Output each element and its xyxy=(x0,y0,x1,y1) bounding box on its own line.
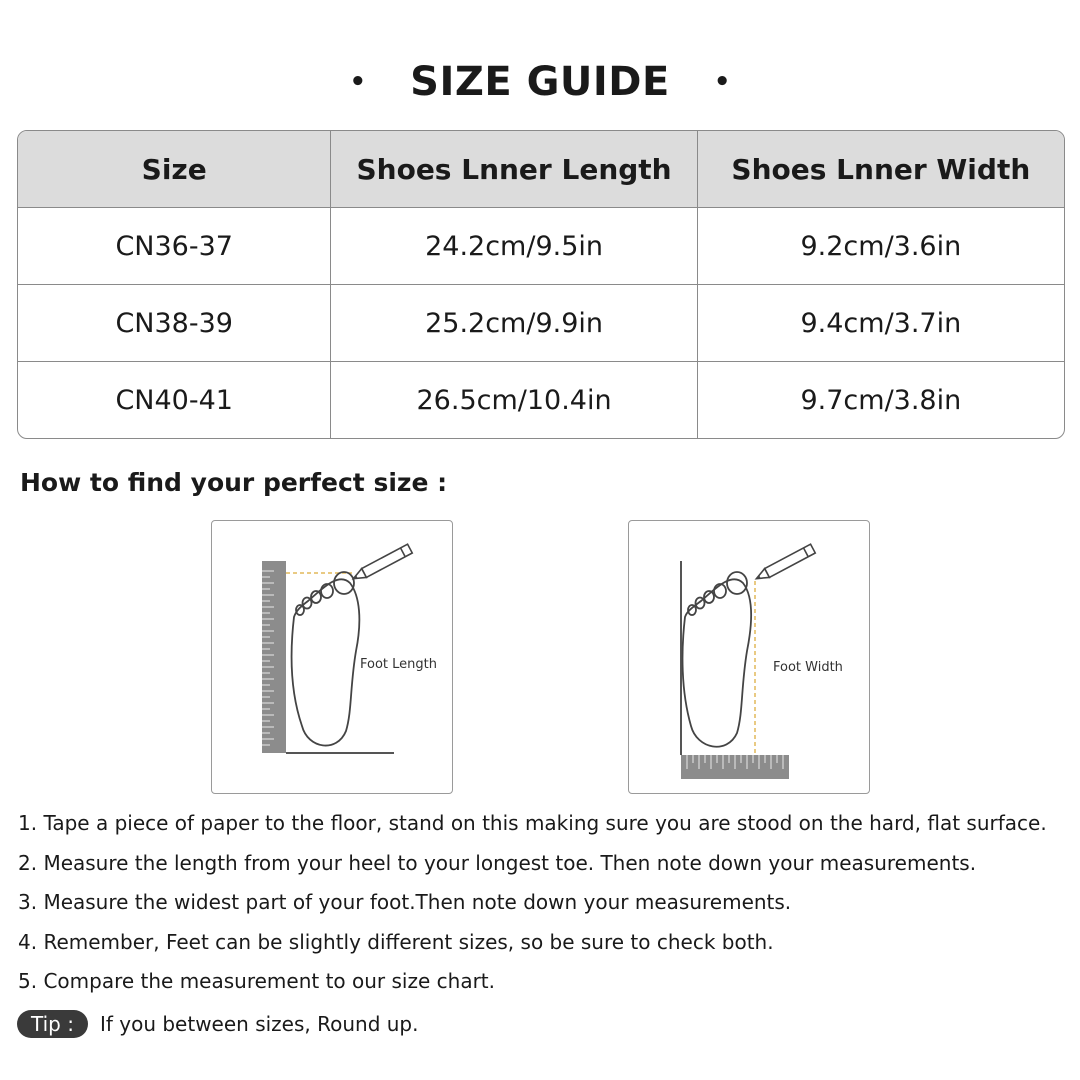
tip-badge: Tip : xyxy=(17,1010,88,1038)
title-row xyxy=(0,52,1080,112)
size-table xyxy=(17,130,1065,439)
header-size: Size xyxy=(141,152,207,186)
foot-width-drawing xyxy=(629,521,869,793)
tip-text: If you between sizes, Round up. xyxy=(99,1012,419,1036)
step-item: 5. Compare the measurement to our size chart. xyxy=(18,969,496,993)
cell-size: CN40-41 xyxy=(115,384,233,416)
cell-width: 9.4cm/3.7in xyxy=(697,285,1064,361)
foot-icon xyxy=(292,572,360,746)
foot-width-illustration xyxy=(628,520,870,794)
header-width: Shoes Lnner Width xyxy=(697,131,1064,207)
title-dot-right: • xyxy=(713,67,731,97)
tip-row xyxy=(17,1008,418,1040)
cell-width: 9.7cm/3.8in xyxy=(697,362,1064,438)
step-item: 4. Remember, Feet can be slightly different sizes, so be sure to check both. xyxy=(18,929,774,954)
step-item: 2. Measure the length from your heel to your longest toe. Then note down your measurements. xyxy=(18,850,977,875)
cell-length: 25.2cm/9.9in xyxy=(330,285,696,361)
foot-width-caption: Foot Width xyxy=(773,660,843,675)
table-row xyxy=(18,361,1064,438)
step-item: 1. Tape a piece of paper to the floor, stand on this making sure you are stood on the hard, flat surface. xyxy=(18,811,1047,835)
foot-length-illustration xyxy=(211,520,453,794)
cell-size: CN38-39 xyxy=(115,307,233,339)
foot-length-caption: Foot Length xyxy=(360,657,437,672)
cell-width: 9.2cm/3.6in xyxy=(697,208,1064,284)
header-length: Shoes Lnner Length xyxy=(330,131,696,207)
cell-length: 24.2cm/9.5in xyxy=(330,208,696,284)
pencil-icon xyxy=(351,544,412,583)
cell-length: 26.5cm/10.4in xyxy=(330,362,696,438)
ruler-icon xyxy=(262,561,286,753)
step-item: 3. Measure the widest part of your foot.Then note down your measurements. xyxy=(18,890,792,914)
table-row xyxy=(18,284,1064,361)
instruction-steps xyxy=(18,805,1068,1003)
foot-icon xyxy=(683,572,752,747)
how-to-heading: How to find your perfect size : xyxy=(20,468,448,497)
pencil-icon xyxy=(754,544,815,583)
cell-size: CN36-37 xyxy=(115,230,233,262)
page-title: SIZE GUIDE xyxy=(410,59,670,105)
table-header-row xyxy=(18,131,1064,207)
table-row xyxy=(18,207,1064,284)
title-dot-left: • xyxy=(349,67,367,97)
